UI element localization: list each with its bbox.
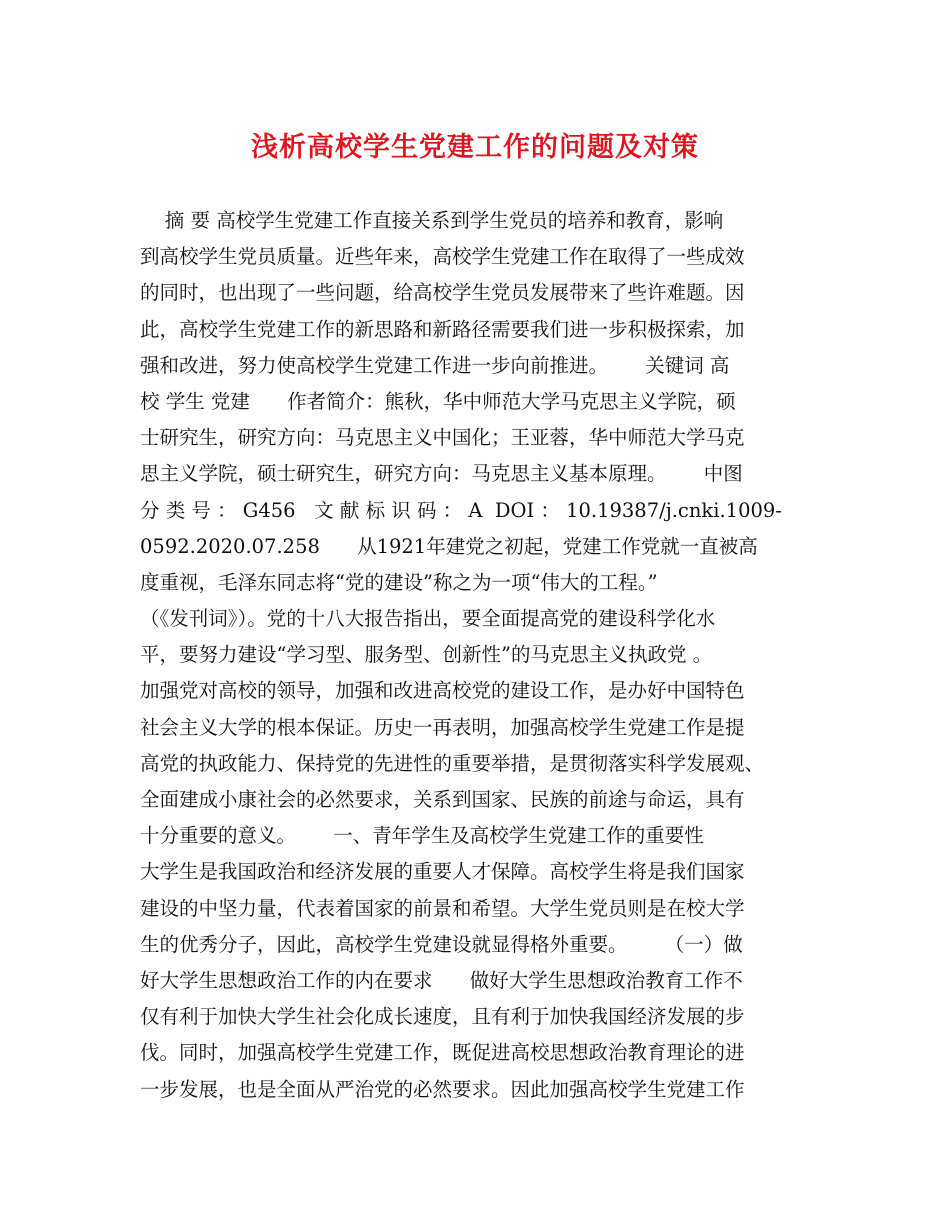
body-line: 仅有利于加快大学生社会化成长速度，且有利于加快我国经济发展的步	[140, 1005, 745, 1029]
body-line: 校 学生 党建 作者简介：熊秋，华中师范大学马克思主义学院，硕	[140, 389, 736, 413]
body-line: 十分重要的意义。 一、青年学生及高校学生党建工作的重要性	[140, 824, 704, 848]
body-line: 加强党对高校的领导，加强和改进高校党的建设工作，是办好中国特色	[140, 679, 745, 703]
body-line: 高党的执政能力、保持党的先进性的重要举措，是贯彻落实科学发展观、	[140, 751, 765, 775]
body-line: （《发刊词》）。党的十八大报告指出，要全面提高党的建设科学化水	[140, 607, 716, 631]
body-line: 的同时，也出现了一些问题，给高校学生党员发展带来了些许难题。因	[140, 281, 745, 305]
body-line: 强和改进，努力使高校学生党建工作进一步向前推进。 关键词 高	[140, 353, 730, 377]
body-line: 伐。同时，加强高校学生党建工作，既促进高校思想政治教育理论的进	[140, 1041, 745, 1065]
body-line: 摘 要 高校学生党建工作直接关系到学生党员的培养和教育，影响	[140, 209, 724, 232]
body-line: 度重视，毛泽东同志将“党的建设”称之为一项“伟大的工程。”	[140, 570, 658, 594]
body-line: 此，高校学生党建工作的新思路和新路径需要我们进一步积极探索，加	[140, 317, 745, 341]
body-line: 社会主义大学的根本保证。历史一再表明，加强高校学生党建工作是提	[140, 715, 745, 739]
body-line: 平，要努力建设“学习型、服务型、创新性”的马克思主义执政党 。	[140, 643, 713, 667]
body-line: 一步发展，也是全面从严治党的必然要求。因此加强高校学生党建工作	[140, 1077, 745, 1101]
body-line: 到高校学生党员质量。近些年来，高校学生党建工作在取得了一些成效	[140, 245, 745, 269]
body-line: 士研究生，研究方向：马克思主义中国化；王亚蓉，华中师范大学马克	[140, 426, 745, 450]
body-line: 0592.2020.07.258 从1921年建党之初起，党建工作党就一直被高	[140, 534, 758, 558]
body-line: 好大学生思想政治工作的内在要求 做好大学生思想政治教育工作不	[140, 968, 743, 992]
body-line: 全面建成小康社会的必然要求，关系到国家、民族的前途与命运，具有	[140, 788, 745, 811]
body-line: 生的优秀分子，因此，高校学生党建设就显得格外重要。 （一）做	[140, 932, 743, 956]
body-line: 思主义学院，硕士研究生，研究方向：马克思主义基本原理。 中图	[140, 462, 743, 486]
body-line: 建设的中坚力量，代表着国家的前景和希望。大学生党员则是在校大学	[140, 896, 745, 920]
body-line: 大学生是我国政治和经济发展的重要人才保障。高校学生将是我们国家	[140, 860, 745, 884]
document-body	[140, 203, 812, 1108]
document-title: 浅析高校学生党建工作的问题及对策	[251, 132, 699, 163]
body-line: 分 类 号 ： G456 文 献 标 识 码 ： A DOI ： 10.19387/j.cnki.1009-	[140, 498, 782, 522]
